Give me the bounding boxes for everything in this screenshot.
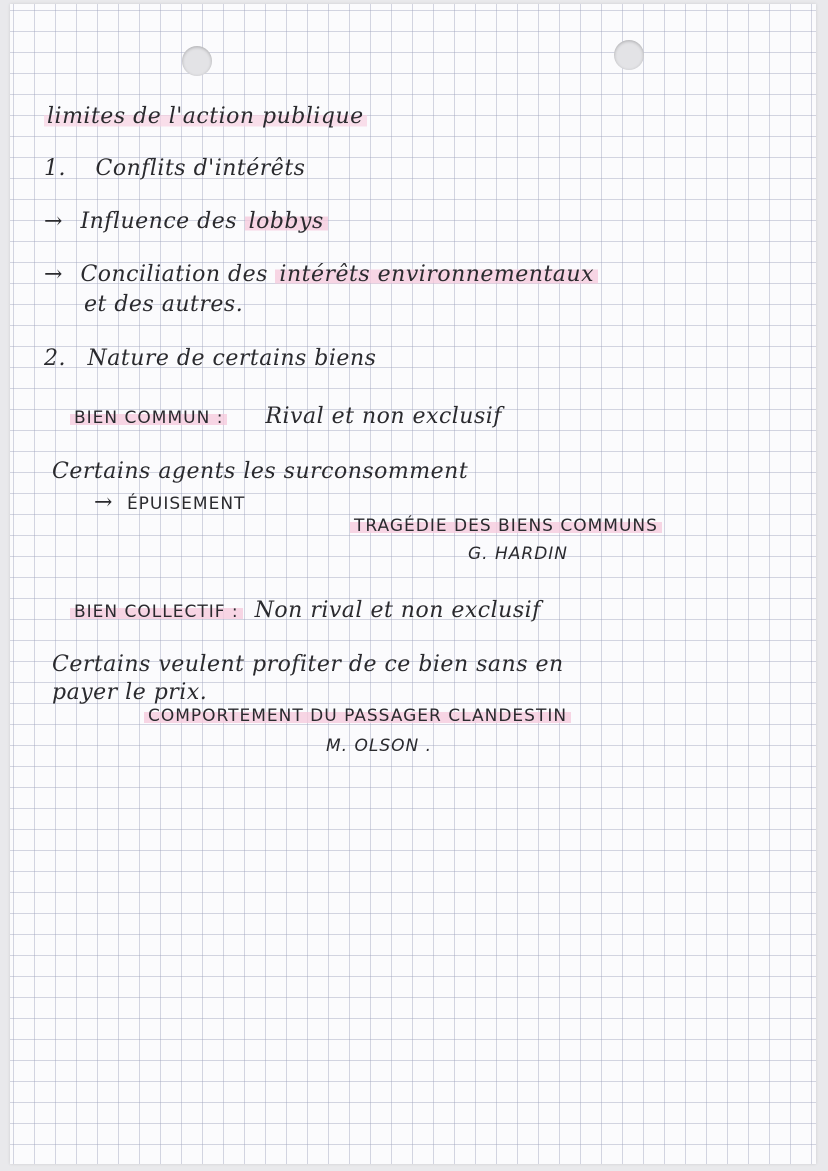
arrow-right-icon: → [94, 490, 113, 515]
arrow-right-icon: → [44, 209, 63, 234]
page-title [44, 104, 367, 129]
title-text: limites de l'action publique [44, 104, 367, 129]
bullet2-highlight: intérêts environnementaux [275, 262, 598, 287]
section1-title: Conflits d'intérêts [95, 156, 306, 181]
bien-collectif-row [70, 598, 541, 623]
theory-text: TRAGÉDIE DES BIENS COMMUNS [350, 516, 662, 536]
notebook-page [10, 4, 816, 1164]
arrow-right-icon: → [44, 262, 63, 287]
bien-collectif-author: M. OLSON . [326, 736, 433, 756]
section2-title: Nature de certains biens [87, 346, 377, 371]
bien-commun-label: BIEN COMMUN : [70, 408, 227, 428]
consequence-text: ÉPUISEMENT [126, 494, 246, 514]
bien-commun-author: G. HARDIN [468, 544, 569, 564]
section1-number: 1. [44, 156, 66, 181]
theory-text: COMPORTEMENT DU PASSAGER CLANDESTIN [144, 706, 571, 726]
punch-hole-right [614, 40, 644, 70]
section1-bullet2 [44, 262, 598, 287]
section1-bullet1 [44, 209, 328, 234]
punch-hole-left [182, 46, 212, 76]
bien-collectif-label: BIEN COLLECTIF : [70, 602, 243, 622]
section2-number: 2. [44, 346, 66, 371]
bien-commun-explanation: Certains agents les surconsomment [52, 459, 469, 484]
section1-heading [44, 156, 305, 181]
bien-collectif-theory [144, 706, 571, 726]
bien-collectif-explanation-1: Certains veulent profiter de ce bien sans en [52, 652, 564, 677]
bien-commun-definition: Rival et non exclusif [265, 404, 502, 429]
bien-commun-consequence [94, 490, 245, 515]
bien-collectif-explanation-2: payer le prix. [52, 680, 208, 705]
bien-collectif-definition: Non rival et non exclusif [254, 598, 541, 623]
bien-commun-theory [350, 516, 662, 536]
bien-commun-row [70, 404, 502, 429]
bullet2-text: Conciliation des [80, 262, 268, 287]
bullet1-text: Influence des [80, 209, 238, 234]
section1-bullet2-continuation: et des autres. [84, 292, 244, 317]
bullet1-highlight: lobbys [245, 209, 328, 234]
section2-heading [44, 346, 376, 371]
